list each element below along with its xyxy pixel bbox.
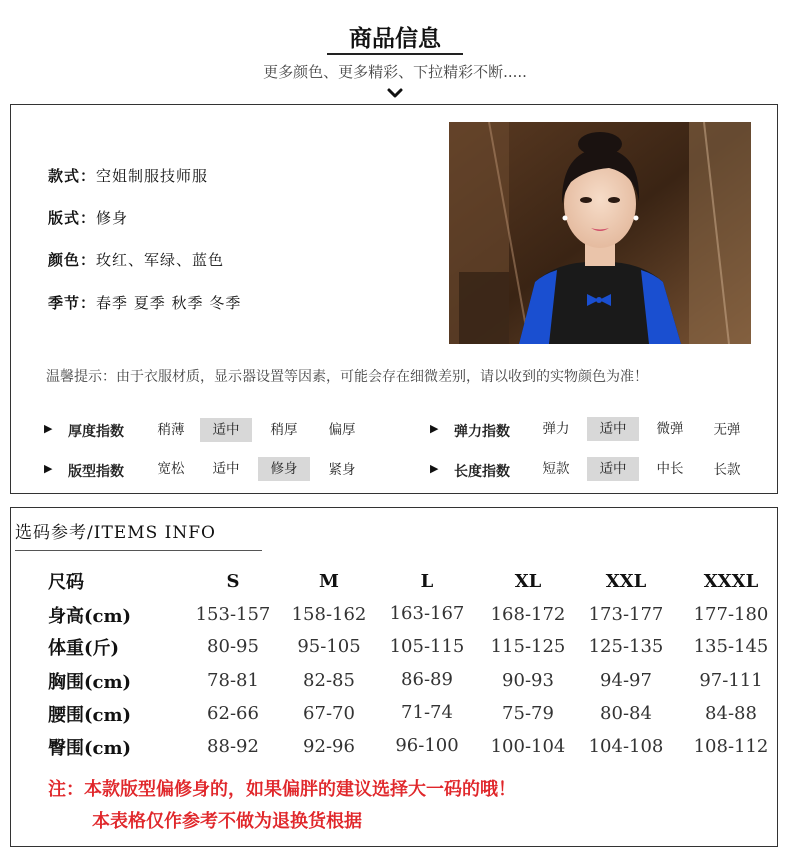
- indicator-length: [430, 460, 438, 476]
- table-cell: 153-157: [195, 604, 271, 625]
- elasticity-option-selected: 适中: [587, 417, 639, 441]
- table-cell: 75-79: [502, 703, 554, 724]
- fit-option: 紧身: [328, 462, 356, 478]
- table-cell: 88-92: [207, 736, 259, 757]
- triangle-right-icon: ▶: [430, 422, 439, 435]
- row-label-height: 身高(cm): [48, 606, 132, 627]
- thickness-option-selected: 适中: [200, 418, 252, 442]
- elasticity-option: 微弹: [656, 421, 684, 437]
- size-col-header: XL: [514, 571, 542, 592]
- table-cell: 100-104: [490, 736, 566, 757]
- spec-fit: 版式：修身: [48, 209, 129, 227]
- size-table-title: 选码参考/ITEMS INFO: [15, 523, 216, 543]
- spec-style: 款式：空姐制服技师服: [48, 167, 209, 185]
- size-note-secondary: 本表格仅作参考不做为退换货根据: [92, 811, 362, 832]
- thickness-option: 稍厚: [270, 422, 298, 438]
- table-cell: 158-162: [291, 604, 367, 625]
- row-label-weight: 体重(斤): [48, 638, 120, 659]
- length-option: 中长: [656, 461, 684, 477]
- table-cell: 125-135: [588, 636, 664, 657]
- table-cell: 94-97: [600, 670, 652, 691]
- spec-season: 季节：春季 夏季 秋季 冬季: [48, 294, 242, 312]
- table-cell: 71-74: [401, 702, 453, 723]
- size-title-underline: [15, 550, 262, 551]
- length-option: 短款: [542, 461, 570, 477]
- table-cell: 177-180: [693, 604, 769, 625]
- thickness-option: 稍薄: [157, 422, 185, 438]
- size-col-header: M: [319, 571, 339, 592]
- title-underline: [327, 53, 463, 55]
- spec-color: 颜色：玫红、军绿、蓝色: [48, 251, 225, 269]
- table-cell: 95-105: [297, 636, 361, 657]
- table-cell: 86-89: [401, 669, 453, 690]
- table-cell: 82-85: [303, 670, 355, 691]
- section-subtitle: 更多颜色、更多精彩、下拉精彩不断.....: [263, 63, 527, 81]
- table-cell: 90-93: [502, 670, 554, 691]
- row-label-chest: 胸围(cm): [48, 672, 132, 693]
- table-cell: 80-84: [600, 703, 652, 724]
- elasticity-option: 无弹: [713, 422, 741, 438]
- triangle-right-icon: ▶: [430, 462, 439, 475]
- indicator-thickness: [44, 420, 52, 436]
- table-cell: 80-95: [207, 636, 259, 657]
- table-cell: 104-108: [588, 736, 664, 757]
- row-label-hip: 臀围(cm): [48, 738, 132, 759]
- table-cell: 92-96: [303, 736, 355, 757]
- table-cell: 62-66: [207, 703, 259, 724]
- table-cell: 135-145: [693, 636, 769, 657]
- fit-option-selected: 修身: [258, 457, 310, 481]
- warm-tip: 温馨提示：由于衣服材质，显示器设置等因素，可能会存在细微差别，请以收到的实物颜色为准！: [46, 369, 648, 385]
- indicator-thickness-label: 厚度指数: [68, 424, 124, 440]
- fit-option: 宽松: [157, 461, 185, 477]
- section-title: 商品信息: [349, 26, 441, 52]
- table-cell: 67-70: [303, 703, 355, 724]
- table-cell: 108-112: [693, 736, 769, 757]
- triangle-right-icon: ▶: [44, 422, 53, 435]
- fit-option: 适中: [212, 461, 240, 477]
- row-label-waist: 腰围(cm): [48, 705, 132, 726]
- chevron-down-icon: [383, 84, 407, 104]
- indicator-elasticity-label: 弹力指数: [454, 424, 510, 440]
- thickness-option: 偏厚: [328, 422, 356, 438]
- table-cell: 163-167: [389, 603, 465, 624]
- indicator-fit-label: 版型指数: [68, 464, 124, 480]
- size-col-header: XXL: [605, 571, 647, 592]
- table-cell: 96-100: [395, 735, 459, 756]
- length-option-selected: 适中: [587, 457, 639, 481]
- triangle-right-icon: ▶: [44, 462, 53, 475]
- table-cell: 78-81: [207, 670, 259, 691]
- size-header-label: 尺码: [48, 572, 84, 593]
- table-cell: 84-88: [705, 703, 757, 724]
- table-cell: 173-177: [588, 604, 664, 625]
- size-col-header: XXXL: [703, 571, 759, 592]
- length-option: 长款: [713, 462, 741, 478]
- size-col-header: L: [420, 571, 434, 592]
- table-cell: 97-111: [699, 670, 763, 691]
- table-cell: 105-115: [389, 636, 465, 657]
- elasticity-option: 弹力: [542, 421, 570, 437]
- indicator-elasticity: [430, 420, 438, 436]
- indicator-fit: [44, 460, 52, 476]
- table-cell: 115-125: [490, 636, 566, 657]
- indicator-length-label: 长度指数: [454, 464, 510, 480]
- size-note-primary: 注：本款版型偏修身的，如果偏胖的建议选择大一码的哦！: [48, 779, 516, 800]
- product-photo: [449, 122, 751, 344]
- size-col-header: S: [226, 571, 240, 592]
- table-cell: 168-172: [490, 604, 566, 625]
